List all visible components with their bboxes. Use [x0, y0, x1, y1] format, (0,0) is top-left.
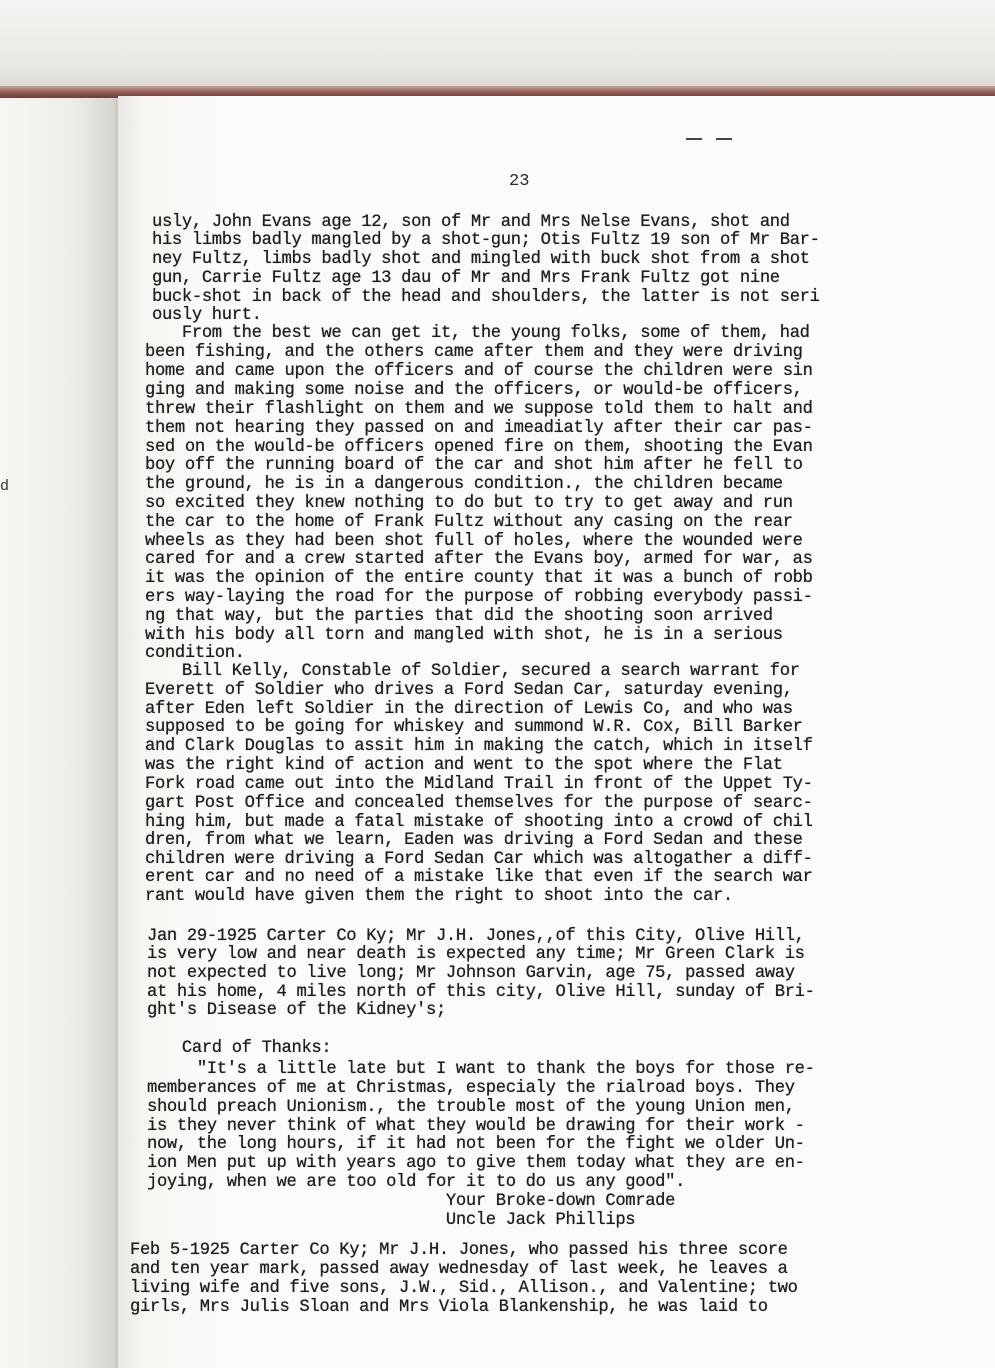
- text-line: his limbs badly mangled by a shot-gun; Otis Fultz 19 son of Mr Bar-: [152, 231, 820, 250]
- text-line: was the right kind of action and went to the spot where the Flat: [145, 756, 783, 775]
- text-line: Your Broke-down Comrade: [147, 1192, 676, 1211]
- left-page: [0, 92, 118, 1368]
- text-line: Everett of Soldier who drives a Ford Sedan Car, saturday evening,: [145, 681, 793, 700]
- text-line: ng that way, but the parties that did the shooting soon arrived: [145, 607, 773, 626]
- text-line: Feb 5-1925 Carter Co Ky; Mr J.H. Jones, who passed his three score: [130, 1241, 788, 1260]
- text-line: dren, from what we learn, Eaden was driving a Ford Sedan and these: [145, 831, 803, 850]
- text-line: sed on the would-be officers opened fire on them, shooting the Evan: [145, 438, 813, 457]
- text-line: condition.: [145, 644, 245, 663]
- ink-mark: [686, 138, 702, 140]
- ink-mark: [716, 138, 732, 140]
- text-line: From the best we can get it, the young folks, some of them, had: [152, 324, 810, 343]
- text-line: and Clark Douglas to assit him in making the catch, which in itself: [145, 737, 813, 756]
- text-line: Uncle Jack Phillips: [147, 1211, 636, 1230]
- text-line: Jan 29-1925 Carter Co Ky; Mr J.H. Jones,,of this City, Olive Hill,: [147, 927, 805, 946]
- text-line: erent car and no need of a mistake like that even if the search war: [145, 868, 813, 887]
- text-line: now, the long hours, if it had not been for the fight we older Un-: [147, 1135, 805, 1154]
- text-line: "It's a little late but I want to thank the boys for those re-: [147, 1060, 815, 1079]
- text-line: Card of Thanks:: [152, 1039, 332, 1058]
- text-line: wheels as they had been shot full of holes, where the wounded were: [145, 532, 803, 551]
- scanner-background: [0, 0, 995, 92]
- text-line: gart Post Office and concealed themselves for the purpose of searc-: [145, 794, 813, 813]
- text-line: joying, when we are too old for it to do us any good".: [147, 1173, 686, 1192]
- text-line: at his home, 4 miles north of this city, Olive Hill, sunday of Bri-: [147, 983, 815, 1002]
- text-line: girls, Mrs Julis Sloan and Mrs Viola Blankenship, he was laid to: [130, 1298, 768, 1317]
- text-line: Bill Kelly, Constable of Soldier, secured a search warrant for: [152, 662, 800, 681]
- text-line: not expected to live long; Mr Johnson Garvin, age 75, passed away: [147, 964, 795, 983]
- text-line: been fishing, and the others came after them and they were driving: [145, 343, 803, 362]
- text-line: the ground, he is in a dangerous condition., the children became: [145, 475, 783, 494]
- text-line: is they never think of what they would be drawing for their work -: [147, 1117, 805, 1136]
- text-line: ght's Disease of the Kidney's;: [147, 1001, 446, 1020]
- text-line: cared for and a crew started after the Evans boy, armed for war, as: [145, 550, 813, 569]
- text-line: living wife and five sons, J.W., Sid., Allison., and Valentine; two: [130, 1279, 798, 1298]
- text-line: gun, Carrie Fultz age 13 dau of Mr and Mrs Frank Fultz got nine: [152, 269, 780, 288]
- text-line: should preach Unionism., the trouble most of the young Union men,: [147, 1098, 795, 1117]
- text-line: and ten year mark, passed away wednesday of last week, he leaves a: [130, 1260, 788, 1279]
- text-line: ging and making some noise and the officers, or would-be officers,: [145, 381, 803, 400]
- text-line: ney Fultz, limbs badly shot and mingled with buck shot from a shot: [152, 250, 810, 269]
- text-line: them not hearing they passed on and imeadiatly after their car pas-: [145, 419, 813, 438]
- page-number: 23: [509, 172, 530, 191]
- text-line: it was the opinion of the entire county that it was a bunch of robb: [145, 569, 813, 588]
- left-page-text-fragment: d: [0, 478, 10, 495]
- text-line: threw their flashlight on them and we suppose told them to halt and: [145, 400, 813, 419]
- text-line: buck-shot in back of the head and shoulders, the latter is not seri: [152, 288, 820, 307]
- text-line: after Eden left Soldier in the direction of Lewis Co, and who was: [145, 700, 793, 719]
- text-line: is very low and near death is expected any time; Mr Green Clark is: [147, 945, 805, 964]
- text-line: ously hurt.: [152, 306, 262, 325]
- text-line: home and came upon the officers and of course the children were sin: [145, 362, 813, 381]
- text-line: usly, John Evans age 12, son of Mr and Mrs Nelse Evans, shot and: [152, 213, 790, 232]
- text-line: ion Men put up with years ago to give them today what they are en-: [147, 1154, 805, 1173]
- text-line: Fork road came out into the Midland Trail in front of the Uppet Ty-: [145, 775, 813, 794]
- text-line: with his body all torn and mangled with shot, he is in a serious: [145, 626, 783, 645]
- text-line: hing him, but made a fatal mistake of shooting into a crowd of chil: [145, 813, 813, 832]
- text-line: boy off the running board of the car and shot him after he fell to: [145, 456, 803, 475]
- text-line: ers way-laying the road for the purpose of robbing everybody passi-: [145, 588, 813, 607]
- text-line: the car to the home of Frank Fultz without any casing on the rear: [145, 513, 793, 532]
- text-line: children were driving a Ford Sedan Car which was altogather a diff-: [145, 850, 813, 869]
- text-line: so excited they knew nothing to do but to try to get away and run: [145, 494, 793, 513]
- text-line: memberances of me at Christmas, especialy the rialroad boys. They: [147, 1079, 795, 1098]
- text-line: supposed to be going for whiskey and summond W.R. Cox, Bill Barker: [145, 718, 803, 737]
- text-line: rant would have given them the right to shoot into the car.: [145, 887, 733, 906]
